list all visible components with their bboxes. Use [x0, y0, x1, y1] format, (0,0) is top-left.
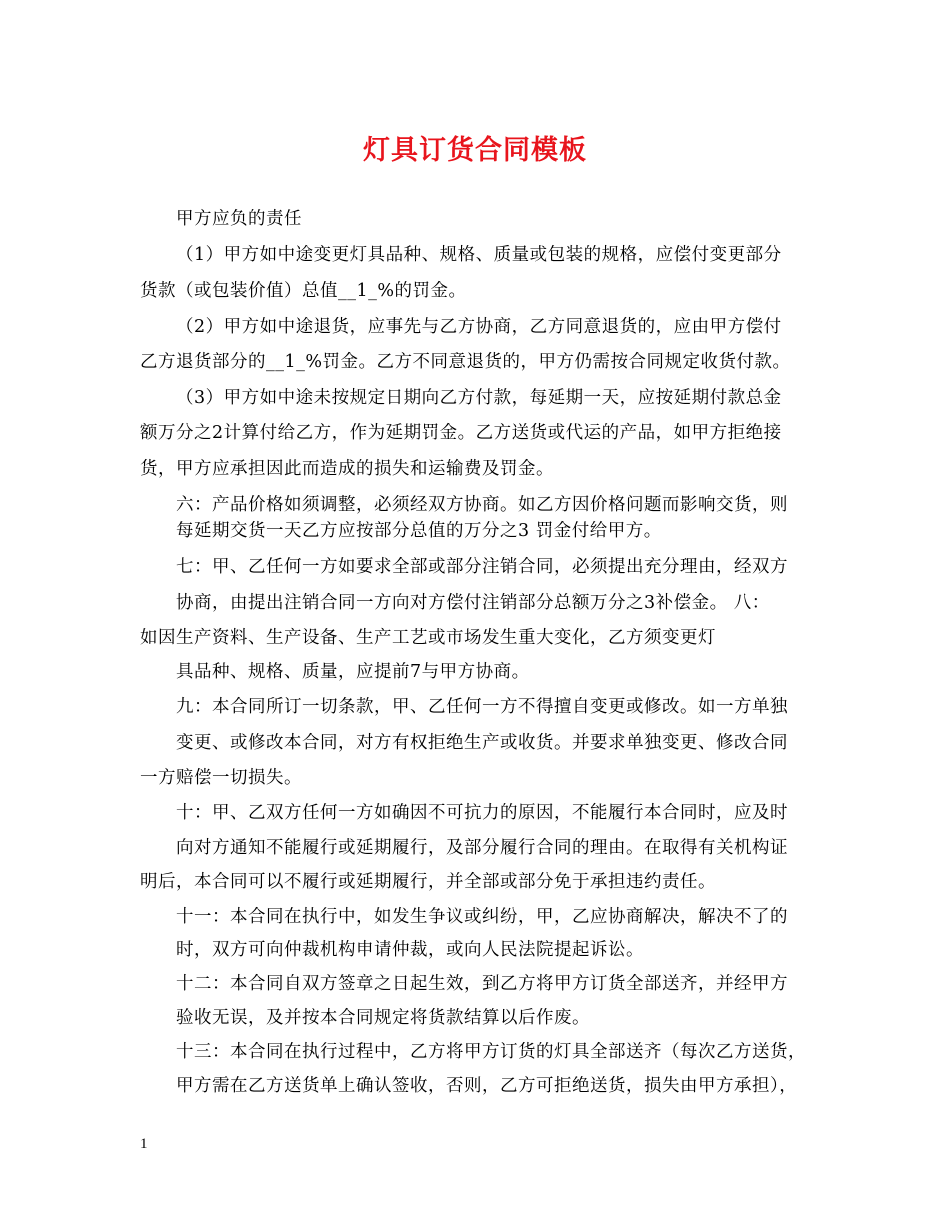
- text-line: 协商，由提出注销合同一方向对方偿付注销部分总额万分之3补偿金。 八：: [176, 593, 770, 613]
- text-line: 如因生产资料、生产设备、生产工艺或市场发生重大变化，乙方须变更灯: [140, 628, 716, 648]
- text-line: 变更、或修改本合同，对方有权拒绝生产或收货。并要求单独变更、修改合同: [176, 733, 788, 753]
- text-line: （3）甲方如中途未按规定日期向乙方付款，每延期一天，应按延期付款总金: [176, 388, 782, 408]
- text-line: 十一：本合同在执行中，如发生争议或纠纷，甲，乙应协商解决，解决不了的: [176, 907, 788, 927]
- text-line: 货，甲方应承担因此而造成的损失和运输费及罚金。: [140, 459, 554, 479]
- text-line: 十：甲、乙双方任何一方如确因不可抗力的原因，不能履行本合同时，应及时: [176, 803, 788, 823]
- text-line: 甲方需在乙方送货单上确认签收，否则，乙方可拒绝送货，损失由甲方承担），: [176, 1076, 798, 1096]
- text-line: 十二：本合同自双方签章之日起生效，到乙方将甲方订货全部送齐，并经甲方: [176, 974, 788, 994]
- text-line: 六：产品价格如须调整，必须经双方协商。如乙方因价格问题而影响交货，则: [176, 495, 788, 515]
- text-line: 七：甲、乙任何一方如要求全部或部分注销合同，必须提出充分理由，经双方: [176, 557, 788, 577]
- text-line: 时，双方可向仲裁机构申请仲裁，或向人民法院提起诉讼。: [176, 940, 644, 960]
- text-line: 额万分之2计算付给乙方，作为延期罚金。乙方送货或代运的产品，如甲方拒绝接: [140, 423, 782, 443]
- text-line: 九：本合同所订一切条款，甲、乙任何一方不得擅自变更或修改。如一方单独: [176, 697, 788, 717]
- text-line: 乙方退货部分的__1_%罚金。乙方不同意退货的，甲方仍需按合同规定收货付款。: [140, 352, 791, 372]
- text-line: （1）甲方如中途变更灯具品种、规格、质量或包装的规格，应偿付变更部分: [176, 245, 782, 265]
- text-line: 甲方应负的责任: [176, 209, 302, 229]
- text-line: 货款（或包装价值）总值__1_%的罚金。: [140, 281, 467, 301]
- text-line: 十三：本合同在执行过程中，乙方将甲方订货的灯具全部送齐（每次乙方送货，: [176, 1042, 806, 1062]
- text-line: 一方赔偿一切损失。: [140, 768, 302, 788]
- text-line: 向对方通知不能履行或延期履行，及部分履行合同的理由。在取得有关机构证: [176, 838, 788, 858]
- page-number: 1: [140, 1136, 148, 1152]
- document-title: 灯具订货合同模板: [363, 135, 587, 166]
- text-line: 具品种、规格、质量，应提前7与甲方协商。: [176, 662, 530, 682]
- text-line: （2）甲方如中途退货，应事先与乙方协商，乙方同意退货的，应由甲方偿付: [176, 317, 782, 337]
- text-line: 验收无误，及并按本合同规定将货款结算以后作废。: [176, 1008, 590, 1028]
- text-line: 每延期交货一天乙方应按部分总值的万分之3 罚金付给甲方。: [176, 521, 662, 541]
- text-line: 明后，本合同可以不履行或延期履行，并全部或部分免于承担违约责任。: [140, 872, 716, 892]
